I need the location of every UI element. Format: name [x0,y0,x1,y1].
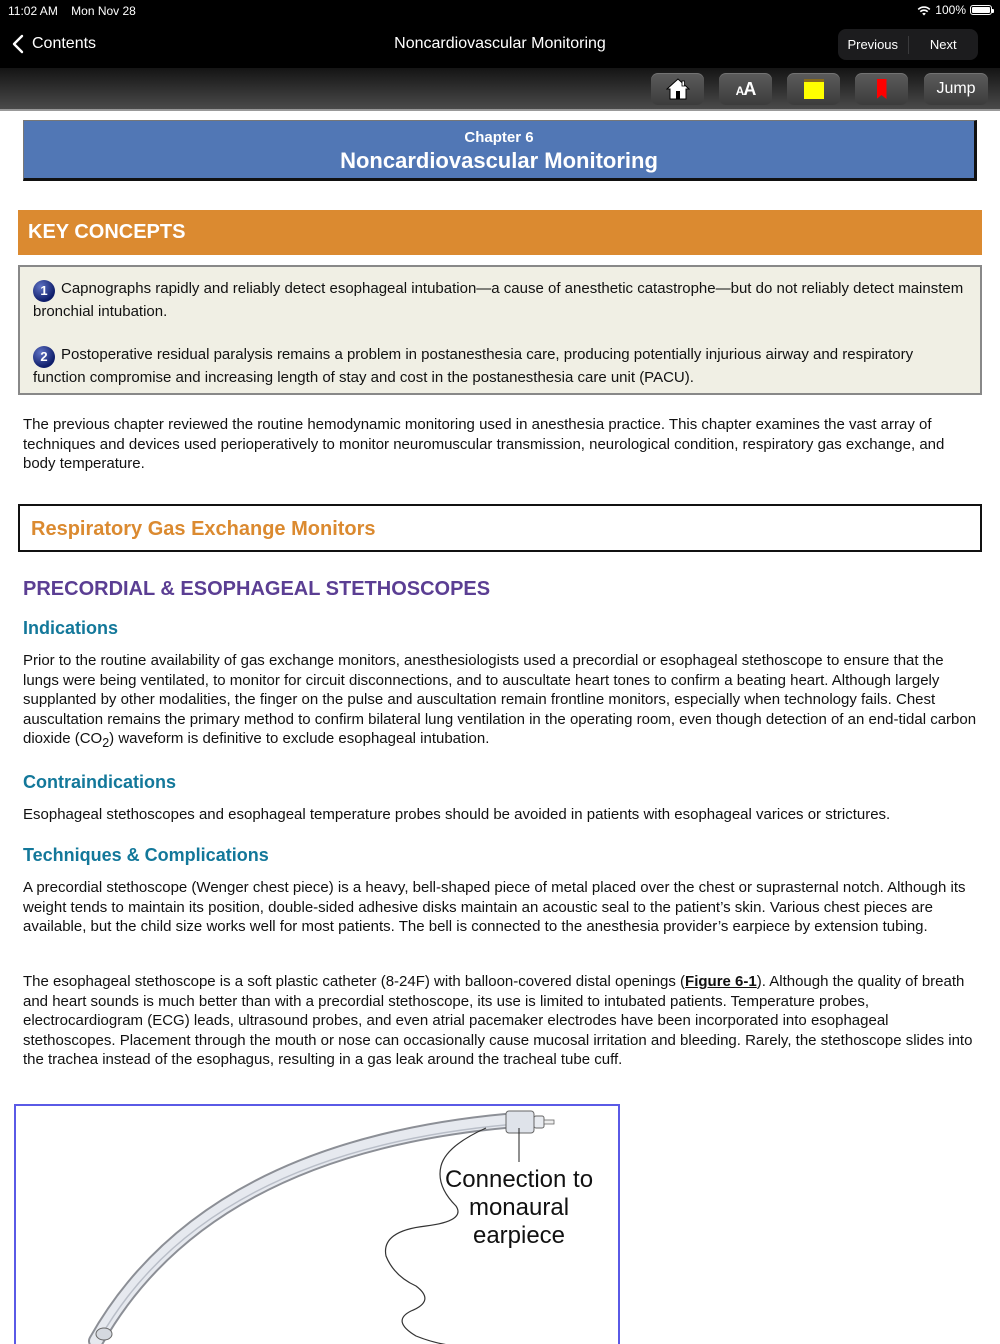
page-title: Noncardiovascular Monitoring [394,35,606,52]
status-time: 11:02 AM [8,4,58,18]
next-button[interactable]: Next [929,37,957,52]
previous-button[interactable]: Previous [847,37,899,52]
key-concepts-box [18,265,982,395]
key-concept-item: 2 Postoperative residual paralysis remains a problem in postanesthesia care, producing potentially injurious airway and respiratory function compromise and increasing length of stay and cost in the postanesthesia care unit (PACU). [33,346,914,386]
bookmark-icon [877,79,887,99]
chapter-banner [23,120,977,181]
bookmark-button[interactable] [855,73,908,105]
key-concepts-header: KEY CONCEPTS [18,210,982,255]
home-button[interactable] [651,73,704,105]
figure-6-1[interactable] [14,1104,620,1344]
section-title: Respiratory Gas Exchange Monitors [18,504,982,552]
home-icon [666,78,690,100]
battery-percent: 100% [935,3,966,17]
chapter-title: Noncardiovascular Monitoring [340,148,658,173]
figure-6-1-link[interactable]: Figure 6-1 [685,973,757,990]
subsection-title: PRECORDIAL & ESOPHAGEAL STETHOSCOPES [23,578,491,600]
intro-paragraph: The previous chapter reviewed the routine hemodynamic monitoring used in anesthesia practice. This chapter examines the vast array of techniques and devices used perioperatively to monitor neuromuscular transmission, neurological condition, respiratory gas exchange, and body temperature. [23,416,945,473]
figure-label: Connection to monaural earpiece [444,1166,594,1249]
back-label: Contents [32,35,97,52]
wifi-icon [917,5,931,16]
font-size-icon: AA [735,78,756,99]
chapter-number: Chapter 6 [464,129,534,146]
status-bar [0,0,1000,22]
battery-icon [970,5,992,15]
notes-button[interactable] [787,73,840,105]
font-size-button[interactable] [719,73,772,105]
indications-heading: Indications [23,618,119,638]
techniques-heading: Techniques & Complications [23,845,269,865]
techniques-paragraph-2: The esophageal stethoscope is a soft plastic catheter (8-24F) with balloon-covered distal openings (Figure 6-1). Although the quality of breath and heart sounds is much better than with a precordial stethoscope, its use is limited to intubated patients. Temperature probes, electrocardiogram (ECG) leads, ultrasound probes, and even atrial pacemaker electrodes have been incorporated into esophageal stethoscopes. Placement through the mouth or nose can occasionally cause mucosal irritation and bleeding. Rarely, the stethoscope slides into the trachea instead of the esophagus, resulting in a gas leak around the tracheal tube cuff. [23,973,973,1069]
contraindications-paragraph: Esophageal stethoscopes and esophageal temperature probes should be avoided in patients with esophageal varices or strictures. [23,806,891,823]
number-badge-icon[interactable]: 1 [33,280,55,302]
jump-button[interactable]: Jump [924,73,988,105]
key-concept-item: 1 Capnographs rapidly and reliably detect esophageal intubation—a cause of anesthetic catastrophe—but do not reliably detect mainstem bronchial intubation. [33,280,964,320]
reader-toolbar [0,68,1000,111]
notepad-icon [804,79,824,99]
indications-paragraph: Prior to the routine availability of gas exchange monitors, anesthesiologists used a precordial or esophageal stethoscope to ensure that the lungs were being ventilated, to monitor for circuit disconnections, and to auscultate heart tones to confirm a beating heart. Although largely supplanted by other modalities, the finger on the pulse and auscultation remain frontline monitors, especially when technology fails. Chest auscultation remains the primary method to confirm bilateral lung ventilation in the operating room, even though detection of an end-tidal carbon dioxide $(CO_2)$ waveform is definitive to exclude esophageal intubation. [23,652,977,751]
navigation-bar [0,22,1000,68]
status-date: Mon Nov 28 [71,4,136,18]
number-badge-icon[interactable]: 2 [33,346,55,368]
techniques-paragraph-1: A precordial stethoscope (Wenger chest piece) is a heavy, bell-shaped piece of metal placed over the chest or suprasternal notch. Although its weight tends to maintain its position, double-sided adhesive disks maintain an acoustic seal to the patient’s skin. Various chest pieces are available, but the child size works well for most patients. The bell is connected to the anesthesia provider’s earpiece by extension tubing. [23,879,966,936]
prev-next-control [838,29,978,60]
contraindications-heading: Contraindications [23,772,177,792]
